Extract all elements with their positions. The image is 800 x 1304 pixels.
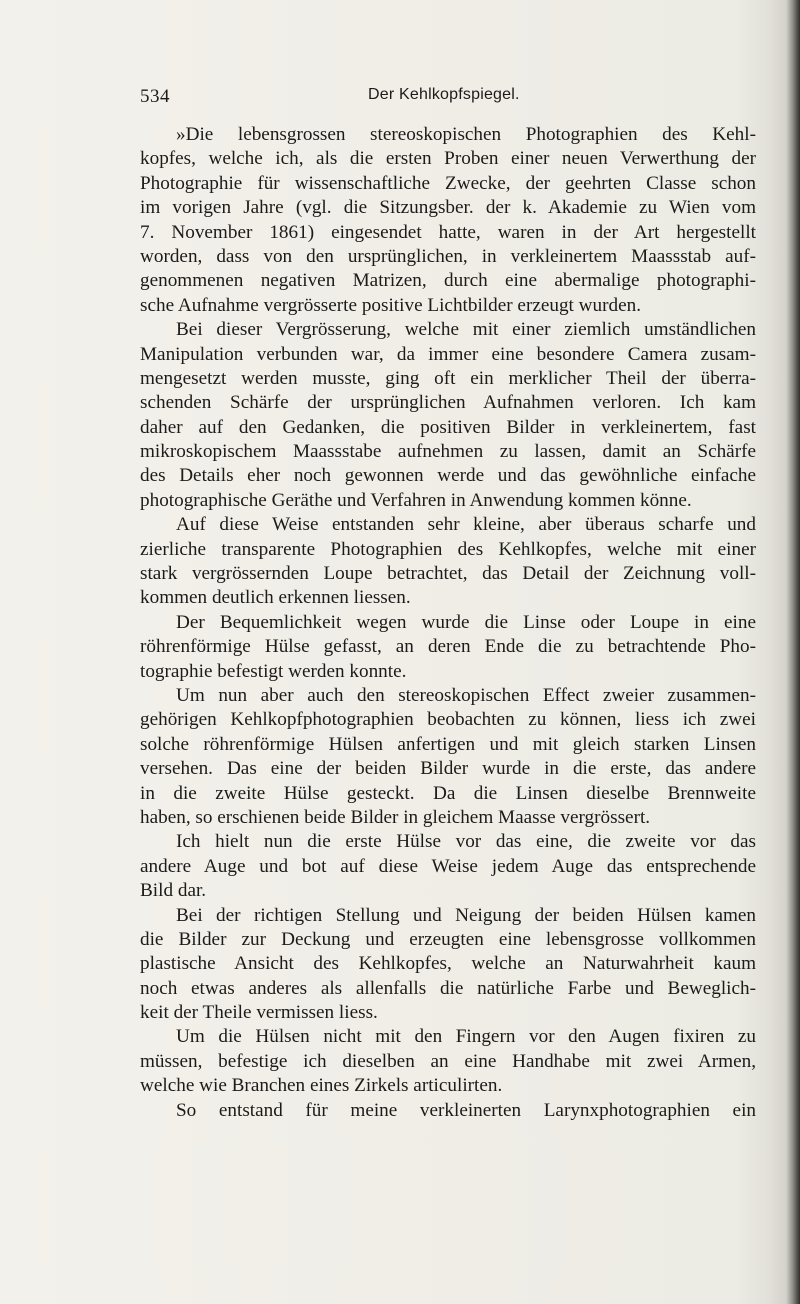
binding-shadow xyxy=(786,0,800,1304)
page-number: 534 xyxy=(140,86,170,107)
text-line: noch etwas anderes als allenfalls die natürliche Farbe und Beweglich- xyxy=(140,977,756,999)
text-line: Der Bequemlichkeit wegen wurde die Linse oder Loupe in eine xyxy=(176,611,756,633)
text-line: solche röhrenförmige Hülsen anfertigen und mit gleich starken Linsen xyxy=(140,733,756,755)
text-line: versehen. Das eine der beiden Bilder wurde in die erste, das andere xyxy=(140,758,756,780)
text-line: müssen, befestige ich dieselben an eine Handhabe mit zwei Armen, xyxy=(140,1050,756,1072)
text-line: kommen deutlich erkennen liessen. xyxy=(140,587,411,609)
body-text xyxy=(140,123,756,1123)
text-line: Photographie für wissenschaftliche Zwecke, der geehrten Classe schon xyxy=(140,172,756,194)
text-line: So entstand für meine verkleinerten Larynxphotographien ein xyxy=(176,1099,756,1121)
text-line: gehörigen Kehlkopfphotographien beobachten zu können, liess ich zwei xyxy=(140,709,756,731)
text-line: Ich hielt nun die erste Hülse vor das eine, die zweite vor das xyxy=(176,831,756,853)
text-line: Auf diese Weise entstanden sehr kleine, aber überaus scharfe und xyxy=(176,514,756,536)
text-line: mengesetzt werden musste, ging oft ein merklicher Theil der überra- xyxy=(140,367,756,389)
text-line: des Details eher noch gewonnen werde und das gewöhnliche einfache xyxy=(140,465,756,487)
running-title: Der Kehlkopfspiegel. xyxy=(368,86,520,103)
text-line: in die zweite Hülse gesteckt. Da die Linsen dieselbe Brennweite xyxy=(140,782,756,804)
text-line: Manipulation verbunden war, da immer eine besondere Camera zusam- xyxy=(140,343,756,365)
text-line: photographische Geräthe und Verfahren in Anwendung kommen könne. xyxy=(140,489,692,511)
text-line: worden, dass von den ursprünglichen, in verkleinertem Maassstab auf- xyxy=(140,245,756,267)
text-line: Bei der richtigen Stellung und Neigung der beiden Hülsen kamen xyxy=(176,904,756,926)
text-line: »Die lebensgrossen stereoskopischen Photographien des Kehl- xyxy=(176,124,756,145)
running-head xyxy=(140,86,680,116)
text-line: im vorigen Jahre (vgl. die Sitzungsber. der k. Akademie zu Wien vom xyxy=(140,197,756,219)
text-line: röhrenförmige Hülse gefasst, an deren Ende die zu betrachtende Pho- xyxy=(140,636,756,658)
text-line: andere Auge und bot auf diese Weise jedem Auge das entsprechende xyxy=(140,855,756,877)
text-line: mikroskopischem Maassstabe aufnehmen zu lassen, damit an Schärfe xyxy=(140,441,756,463)
text-line: tographie befestigt werden konnte. xyxy=(140,660,407,682)
text-line: Bei dieser Vergrösserung, welche mit einer ziemlich umständlichen xyxy=(176,319,756,341)
text-line: stark vergrössernden Loupe betrachtet, das Detail der Zeichnung voll- xyxy=(140,563,756,585)
text-line: die Bilder zur Deckung und erzeugten eine lebensgrosse vollkommen xyxy=(140,928,756,950)
text-line: Um nun aber auch den stereoskopischen Effect zweier zusammen- xyxy=(176,684,756,706)
text-line: welche wie Branchen eines Zirkels articulirten. xyxy=(140,1075,503,1097)
text-line: zierliche transparente Photographien des Kehlkopfes, welche mit einer xyxy=(140,538,756,560)
text-line: 7. November 1861) eingesendet hatte, waren in der Art hergestellt xyxy=(140,221,756,243)
text-line: daher auf den Gedanken, die positiven Bilder in verkleinertem, fast xyxy=(140,416,756,438)
text-line: haben, so erschienen beide Bilder in gleichem Maasse vergrössert. xyxy=(140,806,651,828)
text-line: kopfes, welche ich, als die ersten Proben einer neuen Verwerthung der xyxy=(140,148,756,170)
text-line: genommenen negativen Matrizen, durch eine abermalige photographi- xyxy=(140,270,756,292)
text-line: schenden Schärfe der ursprünglichen Aufnahmen verloren. Ich kam xyxy=(140,392,756,414)
text-line: plastische Ansicht des Kehlkopfes, welche an Naturwahrheit kaum xyxy=(140,953,756,975)
text-line: keit der Theile vermissen liess. xyxy=(140,1002,378,1024)
text-line: sche Aufnahme vergrösserte positive Lichtbilder erzeugt wurden. xyxy=(140,294,642,316)
text-line: Bild dar. xyxy=(140,880,207,902)
text-line: Um die Hülsen nicht mit den Fingern vor den Augen fixiren zu xyxy=(176,1026,756,1048)
